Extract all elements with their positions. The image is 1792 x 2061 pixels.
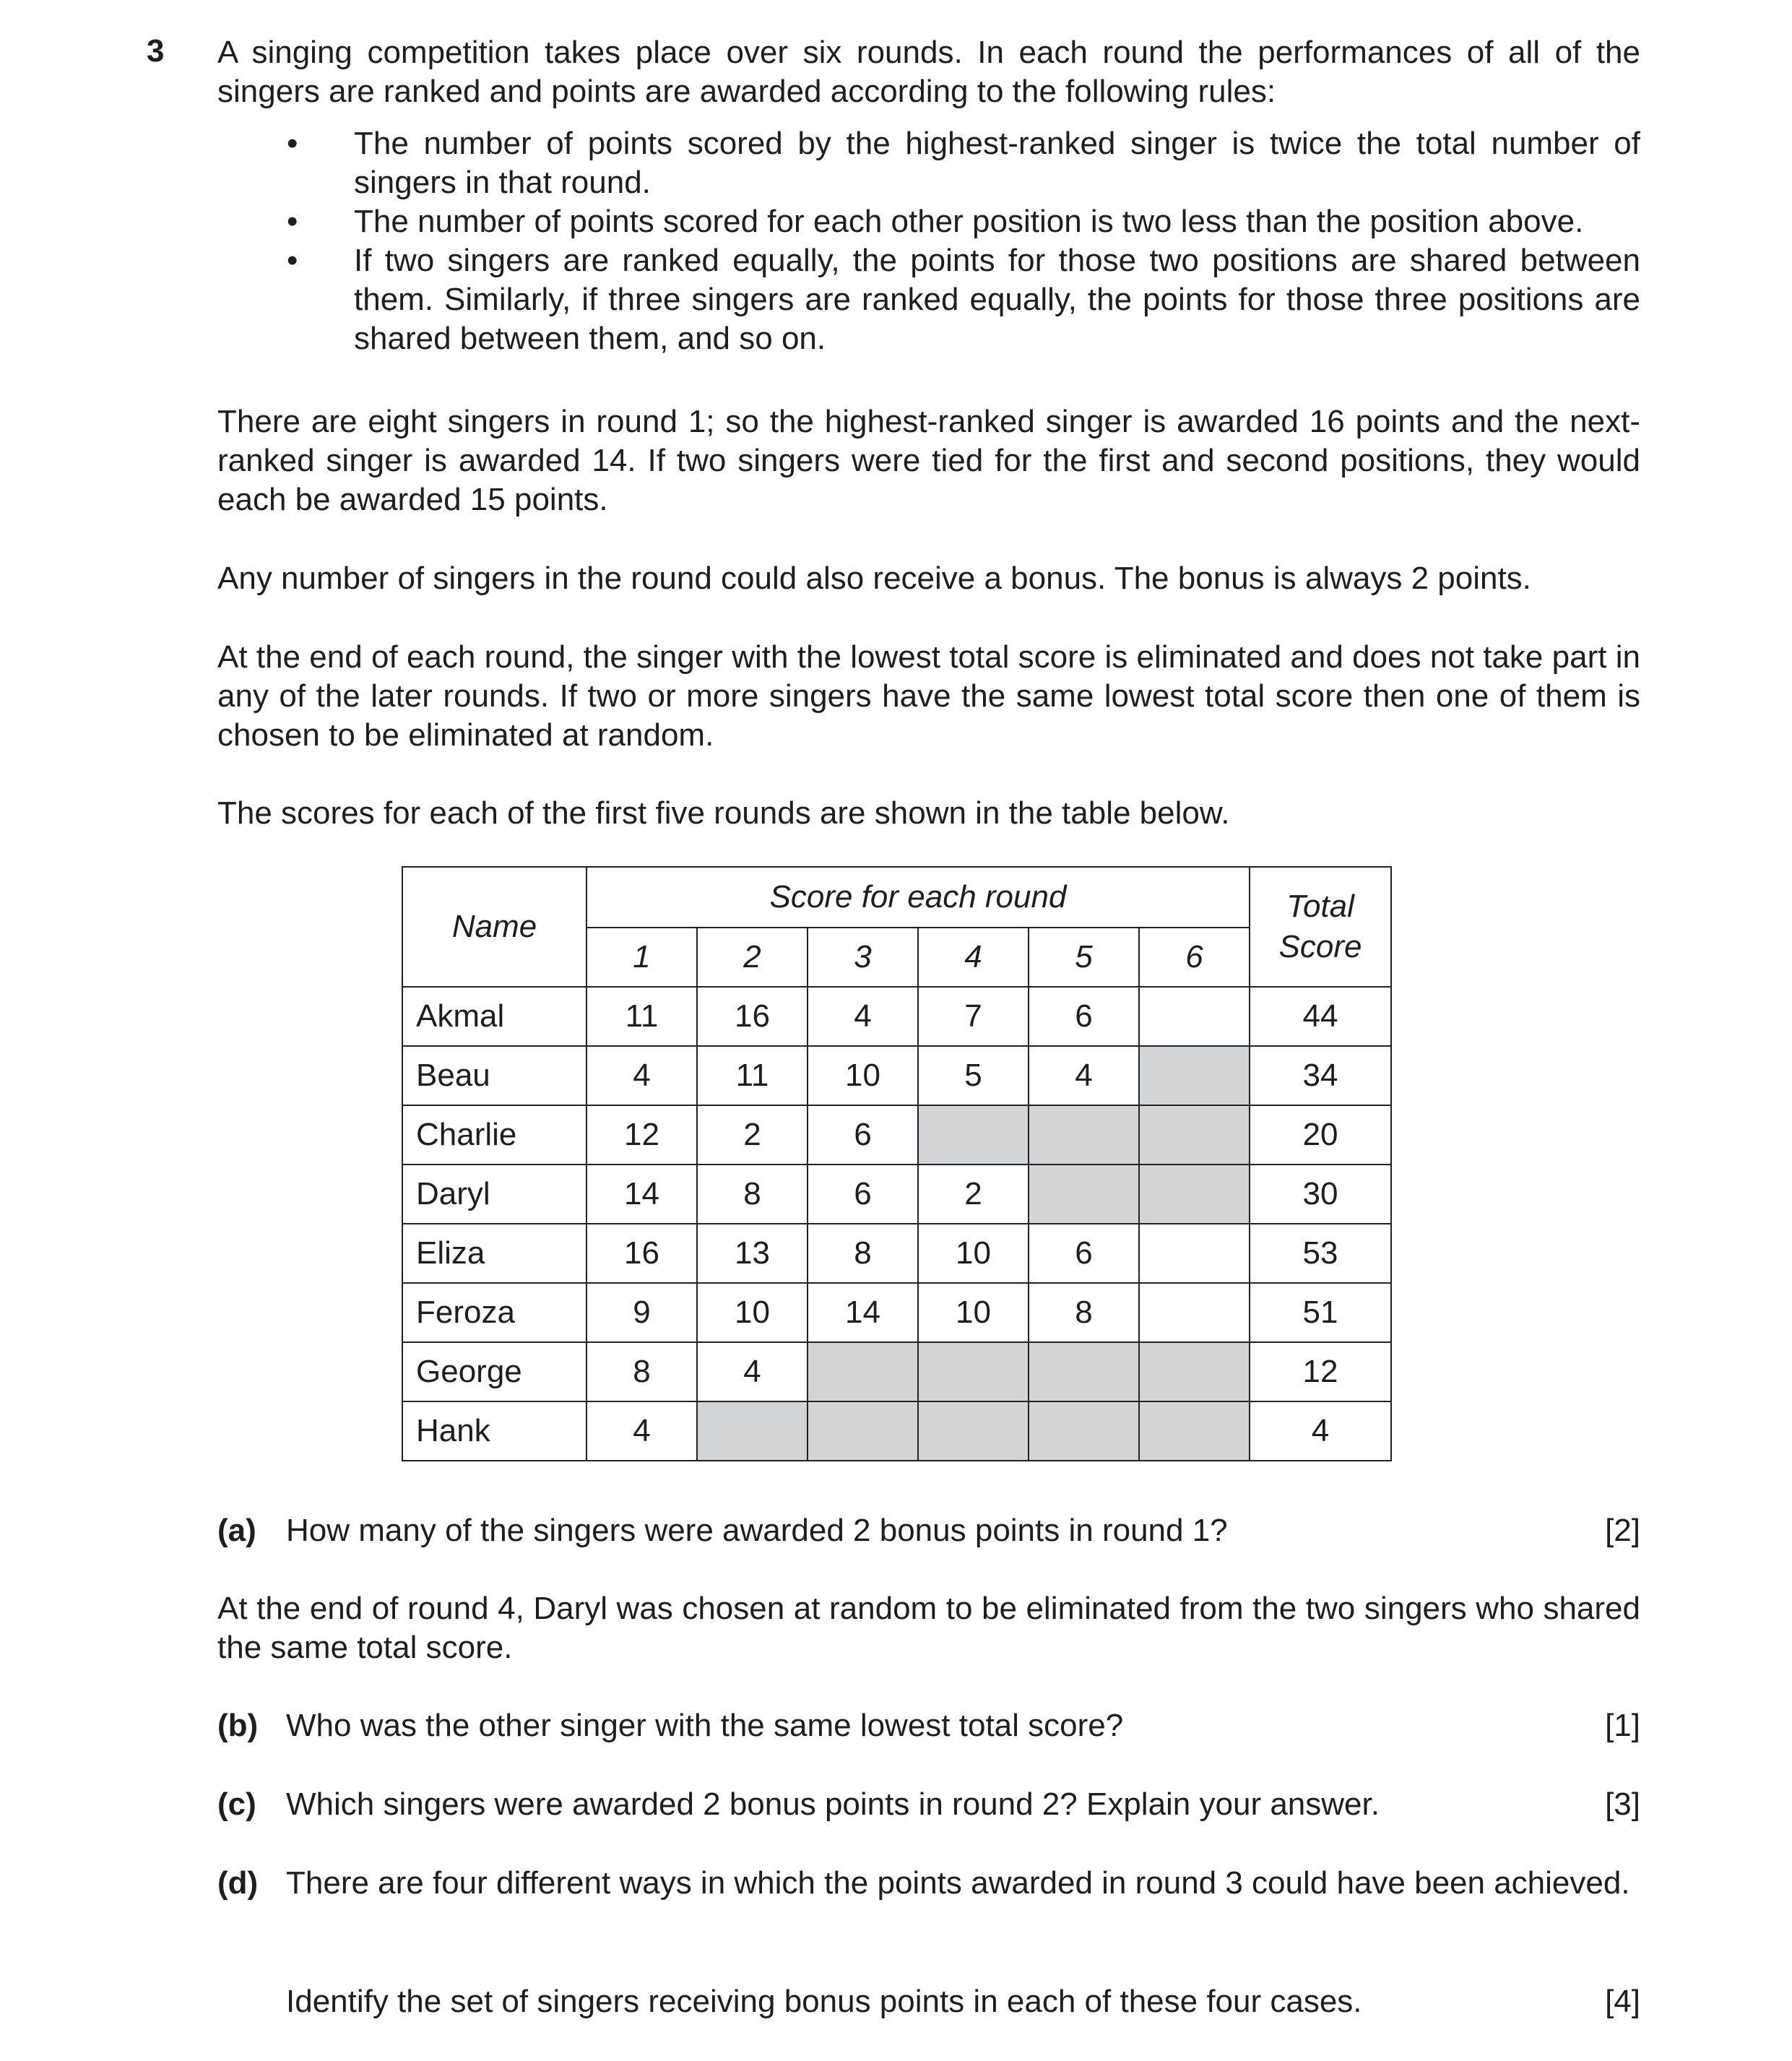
round-score-cell [918, 1342, 1029, 1401]
round-score-cell [1139, 1105, 1250, 1165]
singer-name: George [402, 1342, 586, 1401]
round-score-cell: 7 [918, 987, 1029, 1046]
rule-item [217, 241, 1640, 358]
round-score-cell: 10 [697, 1283, 808, 1342]
part-text: Identify the set of singers receiving bonus points in each of these four cases. [286, 1984, 1362, 2019]
round-score-cell [808, 1401, 918, 1461]
round-score-cell [1029, 1105, 1139, 1165]
paragraph-bonus: Any number of singers in the round could also receive a bonus. The bonus is always 2 points. [217, 561, 1531, 596]
singer-name: Hank [402, 1401, 586, 1461]
part-label: (c) [217, 1786, 256, 1822]
round-score-cell: 9 [586, 1283, 697, 1342]
round-score-cell: 14 [586, 1165, 697, 1224]
round-score-cell: 2 [918, 1165, 1029, 1224]
bullet-icon: • [287, 204, 298, 239]
total-score-header: Total Score [1250, 867, 1391, 987]
table-row [402, 1342, 1391, 1401]
marks: [3] [1605, 1786, 1640, 1822]
round-number: 1 [586, 928, 697, 987]
total-score-cell: 53 [1250, 1224, 1391, 1283]
round-number: 5 [1029, 928, 1139, 987]
singer-name: Akmal [402, 987, 586, 1046]
table-row [402, 1283, 1391, 1342]
part-label: (b) [217, 1708, 259, 1743]
round-score-cell [1139, 1342, 1250, 1401]
bullet-icon: • [287, 243, 298, 278]
total-score-cell: 44 [1250, 987, 1391, 1046]
round-score-cell: 5 [918, 1046, 1029, 1105]
round-score-cell: 4 [586, 1401, 697, 1461]
total-score-cell: 4 [1250, 1401, 1391, 1461]
table-row [402, 1165, 1391, 1224]
round-score-cell: 8 [808, 1224, 918, 1283]
round-score-cell: 10 [918, 1283, 1029, 1342]
marks: [2] [1605, 1513, 1640, 1548]
round-score-cell [1139, 1401, 1250, 1461]
round-score-cell: 11 [586, 987, 697, 1046]
part-label: (a) [217, 1513, 256, 1548]
table-row [402, 1401, 1391, 1461]
bullet-icon: • [287, 126, 298, 161]
round-score-cell: 4 [586, 1046, 697, 1105]
rule-text: If two singers are ranked equally, the points for those two positions are shared between them. Similarly, if three singers are ranked equally, the points for those three positions are shared between them, and so on. [354, 243, 1640, 356]
round-number: 2 [697, 928, 808, 987]
round-score-cell: 13 [697, 1224, 808, 1283]
question-intro: A singing competition takes place over six rounds. In each round the performances of all of the singers are ranked and points are awarded according to the following rules: [217, 35, 1640, 109]
round-score-cell [1139, 1283, 1250, 1342]
round-score-cell [1139, 987, 1250, 1046]
round-score-cell: 12 [586, 1105, 697, 1165]
total-score-cell: 51 [1250, 1283, 1391, 1342]
round-score-cell: 2 [697, 1105, 808, 1165]
marks: [1] [1605, 1708, 1640, 1743]
scores-body [402, 987, 1391, 1461]
round-score-cell [918, 1401, 1029, 1461]
round-number: 6 [1139, 928, 1250, 987]
scores-table [402, 866, 1392, 1461]
singer-name: Eliza [402, 1224, 586, 1283]
table-row [402, 1224, 1391, 1283]
round-score-cell [1139, 1165, 1250, 1224]
singer-name: Daryl [402, 1165, 586, 1224]
part-text: Who was the other singer with the same lowest total score? [286, 1708, 1124, 1743]
rule-item [217, 202, 1640, 241]
round-score-cell [697, 1401, 808, 1461]
paragraph-round4-note: At the end of round 4, Daryl was chosen at random to be eliminated from the two singers who shared the same total score. [217, 1591, 1640, 1665]
round-score-cell: 11 [697, 1046, 808, 1105]
round-score-cell: 10 [808, 1046, 918, 1105]
paragraph-elimination: At the end of each round, the singer with the lowest total score is eliminated and does not take part in any of the later rounds. If two or more singers have the same lowest total score then one of them is chosen to be eliminated at random. [217, 639, 1640, 753]
round-number: 4 [918, 928, 1029, 987]
rule-text: The number of points scored for each other position is two less than the position above. [354, 204, 1584, 239]
total-score-cell: 20 [1250, 1105, 1391, 1165]
round-score-cell: 6 [808, 1105, 918, 1165]
paragraph-table-intro: The scores for each of the first five rounds are shown in the table below. [217, 795, 1230, 831]
part-text: Which singers were awarded 2 bonus points in round 2? Explain your answer. [286, 1786, 1380, 1822]
round-score-cell: 8 [1029, 1283, 1139, 1342]
table-row [402, 987, 1391, 1046]
round-number: 3 [808, 928, 918, 987]
round-score-cell: 6 [1029, 987, 1139, 1046]
part-text: There are four different ways in which the points awarded in round 3 could have been achieved. [286, 1865, 1630, 1901]
round-score-cell: 16 [586, 1224, 697, 1283]
round-score-cell [1139, 1046, 1250, 1105]
round-score-cell [1139, 1224, 1250, 1283]
round-score-cell: 4 [697, 1342, 808, 1401]
total-score-cell: 12 [1250, 1342, 1391, 1401]
question-number: 3 [147, 33, 165, 69]
round-score-cell [1029, 1342, 1139, 1401]
round-score-cell: 10 [918, 1224, 1029, 1283]
round-score-cell [808, 1342, 918, 1401]
rule-item [217, 124, 1640, 202]
paragraph-round1: There are eight singers in round 1; so the highest-ranked singer is awarded 16 points and the next-ranked singer is awarded 14. If two singers were tied for the first and second positions, they would each be awarded 15 points. [217, 404, 1640, 517]
singer-name: Charlie [402, 1105, 586, 1165]
part-label: (d) [217, 1865, 259, 1901]
round-score-cell [918, 1105, 1029, 1165]
round-score-cell: 6 [808, 1165, 918, 1224]
round-score-cell: 4 [808, 987, 918, 1046]
rules-list [217, 124, 1640, 358]
part-text: How many of the singers were awarded 2 bonus points in round 1? [286, 1513, 1228, 1548]
rule-text: The number of points scored by the highest-ranked singer is twice the total number of singers in that round. [354, 126, 1640, 200]
round-header: Score for each round [586, 867, 1250, 928]
name-header: Name [402, 867, 586, 987]
singer-name: Feroza [402, 1283, 586, 1342]
round-score-cell [1029, 1401, 1139, 1461]
round-score-cell: 8 [586, 1342, 697, 1401]
total-score-cell: 30 [1250, 1165, 1391, 1224]
marks: [4] [1605, 1984, 1640, 2019]
round-score-cell: 6 [1029, 1224, 1139, 1283]
table-row [402, 1046, 1391, 1105]
total-score-cell: 34 [1250, 1046, 1391, 1105]
round-score-cell: 16 [697, 987, 808, 1046]
round-score-cell: 8 [697, 1165, 808, 1224]
round-score-cell [1029, 1165, 1139, 1224]
table-row [402, 1105, 1391, 1165]
round-score-cell: 4 [1029, 1046, 1139, 1105]
singer-name: Beau [402, 1046, 586, 1105]
round-score-cell: 14 [808, 1283, 918, 1342]
